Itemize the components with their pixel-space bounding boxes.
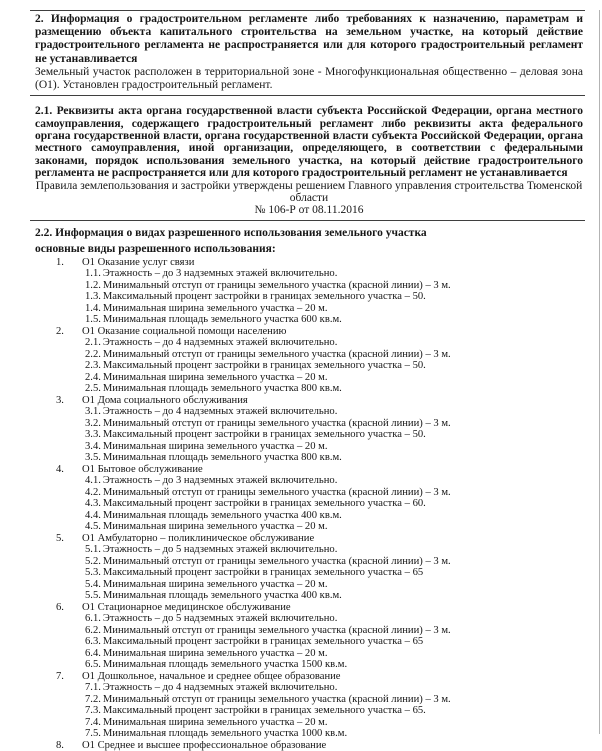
subitem-text: Максимальный процент застройки в границах земельного участка – 65	[102, 567, 424, 579]
item-title: О1 Стационарное медицинское обслуживание	[82, 601, 291, 613]
subitem-text: Минимальная ширина земельного участка – 20 м.	[102, 716, 328, 728]
subitem-text: Минимальная ширина земельного участка – 20 м.	[102, 302, 328, 314]
subitem-text: Минимальная ширина земельного участка – 20 м.	[102, 440, 328, 452]
subitem-text: Минимальная площадь земельного участка 600 кв.м.	[102, 314, 342, 326]
subitem-number: 1.3.	[85, 291, 101, 303]
subitem-text: Минимальная ширина земельного участка – 20 м.	[102, 521, 328, 533]
subitem-number: 2.5.	[85, 383, 101, 395]
list-subitem	[30, 682, 585, 694]
list-subitem	[30, 418, 585, 430]
subitem-number: 2.2.	[85, 348, 101, 360]
subitem-number: 6.4.	[85, 647, 101, 659]
subitem-text: Этажность – до 4 надземных этажей включительно.	[102, 337, 338, 349]
subitem-number: 4.2.	[85, 486, 101, 498]
item-number: 6.	[56, 601, 64, 613]
subitem-number: 7.2.	[85, 693, 101, 705]
list-subitem	[30, 659, 585, 671]
list-subitem	[30, 429, 585, 441]
list-subitem	[30, 268, 585, 280]
list-subitem	[30, 452, 585, 464]
subitem-text: Минимальная ширина земельного участка – 20 м.	[102, 371, 328, 383]
subitem-number: 7.1.	[85, 682, 101, 694]
subitem-number: 1.2.	[85, 279, 101, 291]
subitem-text: Максимальный процент застройки в границах земельного участка – 65.	[102, 705, 426, 717]
section-2-2-heading: 2.2. Информация о видах разрешенного использования земельного участка	[35, 226, 427, 239]
list-subitem	[30, 383, 585, 395]
item-number: 3.	[56, 394, 64, 406]
list-item	[30, 671, 585, 740]
item-title: О1 Среднее и высшее профессиональное образование	[82, 739, 327, 751]
document-page	[0, 10, 602, 751]
list-subitem	[30, 705, 585, 717]
subitem-number: 3.1.	[85, 406, 101, 418]
subitem-number: 2.1.	[85, 337, 101, 349]
item-number: 5.	[56, 532, 64, 544]
subitem-number: 5.1.	[85, 544, 101, 556]
subitem-text: Этажность – до 3 надземных этажей включительно.	[102, 268, 338, 280]
use-types-list	[30, 257, 585, 751]
list-item-header	[30, 395, 585, 407]
subitem-number: 5.3.	[85, 567, 101, 579]
section-2-1-body-line-1: Правила землепользования и застройки утверждены решением Главного управления строительства Тюменской области	[35, 179, 583, 205]
list-item	[30, 395, 585, 464]
item-title: О1 Оказание услуг связи	[82, 256, 195, 268]
subitem-number: 3.5.	[85, 452, 101, 464]
item-title: О1 Бытовое обслуживание	[82, 463, 203, 475]
item-title: О1 Дошкольное, начальное и среднее общее образование	[82, 670, 341, 682]
list-subitem	[30, 544, 585, 556]
list-subitem	[30, 291, 585, 303]
subitem-text: Минимальная площадь земельного участка 800 кв.м.	[102, 383, 342, 395]
subitem-number: 6.3.	[85, 636, 101, 648]
subitem-text: Минимальная ширина земельного участка – 20 м.	[102, 578, 328, 590]
main-use-types-subheading: основные виды разрешенного использования:	[35, 242, 276, 255]
list-subitem	[30, 349, 585, 361]
section-2-heading: 2. Информация о градостроительном регламенте либо требованиях к назначению, параметрам и размещению объекта капитального строительства на земельном участке, на который действие градостроительного регламента не распространяется или для которого градостроительный регламент не устанавливается	[35, 13, 583, 65]
subitem-text: Максимальный процент застройки в границах земельного участка – 50.	[102, 360, 426, 372]
list-item	[30, 257, 585, 326]
list-item-header	[30, 602, 585, 614]
subitem-text: Минимальная площадь земельного участка 1000 кв.м.	[102, 728, 348, 740]
list-item-header	[30, 326, 585, 338]
subitem-text: Этажность – до 5 надземных этажей включительно.	[102, 544, 338, 556]
subitem-number: 5.5.	[85, 590, 101, 602]
subitem-text: Минимальный отступ от границы земельного участка (красной линии) – 3 м.	[102, 486, 451, 498]
subitem-text: Минимальный отступ от границы земельного участка (красной линии) – 3 м.	[102, 279, 451, 291]
subitem-number: 3.2.	[85, 417, 101, 429]
subitem-text: Минимальная площадь земельного участка 1500 кв.м.	[102, 659, 348, 671]
subitem-text: Минимальный отступ от границы земельного участка (красной линии) – 3 м.	[102, 555, 451, 567]
subitem-number: 6.1.	[85, 613, 101, 625]
subitem-text: Минимальная площадь земельного участка 400 кв.м.	[102, 509, 342, 521]
list-subitem	[30, 314, 585, 326]
subitem-text: Минимальная площадь земельного участка 400 кв.м.	[102, 590, 342, 602]
subitem-number: 7.4.	[85, 716, 101, 728]
subitem-text: Этажность – до 5 надземных этажей включительно.	[102, 613, 338, 625]
subitem-number: 5.2.	[85, 555, 101, 567]
list-subitem	[30, 694, 585, 706]
subitem-text: Минимальный отступ от границы земельного участка (красной линии) – 3 м.	[102, 417, 451, 429]
subitem-number: 4.4.	[85, 509, 101, 521]
item-number: 4.	[56, 463, 64, 475]
subitem-text: Минимальный отступ от границы земельного участка (красной линии) – 3 м.	[102, 693, 451, 705]
item-number: 2.	[56, 325, 64, 337]
subitem-text: Минимальный отступ от границы земельного участка (красной линии) – 3 м.	[102, 348, 451, 360]
item-number: 8.	[56, 739, 64, 751]
list-item-header	[30, 533, 585, 545]
subitem-text: Максимальный процент застройки в границах земельного участка – 50.	[102, 291, 426, 303]
list-subitem	[30, 510, 585, 522]
section-2-body: Земельный участок расположен в территориальной зоне - Многофункциональная общественно – деловая зона (О1). Установлен градостроительный регламент.	[35, 65, 583, 92]
list-item-header	[30, 671, 585, 683]
subitem-number: 3.3.	[85, 429, 101, 441]
subitem-text: Этажность – до 3 надземных этажей включительно.	[102, 475, 338, 487]
list-subitem	[30, 360, 585, 372]
subitem-text: Этажность – до 4 надземных этажей включительно.	[102, 682, 338, 694]
page-right-border	[599, 10, 600, 734]
list-subitem	[30, 613, 585, 625]
list-subitem	[30, 728, 585, 740]
subitem-text: Этажность – до 4 надземных этажей включительно.	[102, 406, 338, 418]
item-title: О1 Дома социального обслуживания	[82, 394, 248, 406]
subitem-number: 4.5.	[85, 521, 101, 533]
subitem-text: Минимальный отступ от границы земельного участка (красной линии) – 3 м.	[102, 624, 451, 636]
subitem-number: 3.4.	[85, 440, 101, 452]
subitem-text: Максимальный процент застройки в границах земельного участка – 65	[102, 636, 424, 648]
item-title: О1 Оказание социальной помощи населению	[82, 325, 287, 337]
section-2-1-heading: 2.1. Реквизиты акта органа государственной власти субъекта Российской Федерации, органа местного самоуправления, содержащего градостроительный регламент либо реквизиты акта федерального органа государственной власти, органа государственной власти субъекта Российской Федерации, органа местного самоуправления, иной организации, определяющего, в соответствии с федеральными законами, порядок использования земельного участка, на который действие градостроительного регламента не распространяется или для которого градостроительный регламент не устанавливается	[35, 105, 583, 180]
document-content	[30, 10, 585, 751]
list-subitem	[30, 567, 585, 579]
list-item-header	[30, 257, 585, 269]
list-subitem	[30, 475, 585, 487]
list-item	[30, 326, 585, 395]
subitem-text: Минимальная площадь земельного участка 800 кв.м.	[102, 452, 342, 464]
list-subitem	[30, 303, 585, 315]
list-item	[30, 464, 585, 533]
list-subitem	[30, 648, 585, 660]
subitem-number: 7.3.	[85, 705, 101, 717]
list-subitem	[30, 717, 585, 729]
list-subitem	[30, 579, 585, 591]
list-subitem	[30, 590, 585, 602]
subitem-number: 4.1.	[85, 475, 101, 487]
list-item	[30, 533, 585, 602]
subitem-text: Минимальная ширина земельного участка – 20 м.	[102, 647, 328, 659]
subitem-number: 1.4.	[85, 302, 101, 314]
list-subitem	[30, 521, 585, 533]
section-2-1	[30, 105, 585, 221]
item-number: 7.	[56, 670, 64, 682]
item-title: О1 Амбулаторно – поликлиническое обслуживание	[82, 532, 315, 544]
subitem-number: 1.5.	[85, 314, 101, 326]
list-subitem	[30, 636, 585, 648]
list-subitem	[30, 625, 585, 637]
list-subitem	[30, 337, 585, 349]
subitem-number: 4.3.	[85, 498, 101, 510]
subitem-number: 5.4.	[85, 578, 101, 590]
subitem-number: 6.5.	[85, 659, 101, 671]
section-2-1-act-number: № 106-Р от 08.11.2016	[254, 204, 364, 217]
list-subitem	[30, 498, 585, 510]
list-subitem	[30, 487, 585, 499]
subitem-text: Максимальный процент застройки в границах земельного участка – 60.	[102, 498, 426, 510]
list-subitem	[30, 441, 585, 453]
subitem-number: 2.4.	[85, 371, 101, 383]
item-number: 1.	[56, 256, 64, 268]
list-subitem	[30, 280, 585, 292]
subitem-text: Максимальный процент застройки в границах земельного участка – 50.	[102, 429, 426, 441]
subitem-number: 1.1.	[85, 268, 101, 280]
list-subitem	[30, 406, 585, 418]
list-item-header	[30, 464, 585, 476]
subitem-number: 2.3.	[85, 360, 101, 372]
subitem-number: 6.2.	[85, 624, 101, 636]
list-subitem	[30, 372, 585, 384]
list-item-header	[30, 740, 585, 751]
list-item	[30, 740, 585, 751]
subitem-number: 7.5.	[85, 728, 101, 740]
section-2	[30, 10, 585, 96]
list-item	[30, 602, 585, 671]
list-subitem	[30, 556, 585, 568]
